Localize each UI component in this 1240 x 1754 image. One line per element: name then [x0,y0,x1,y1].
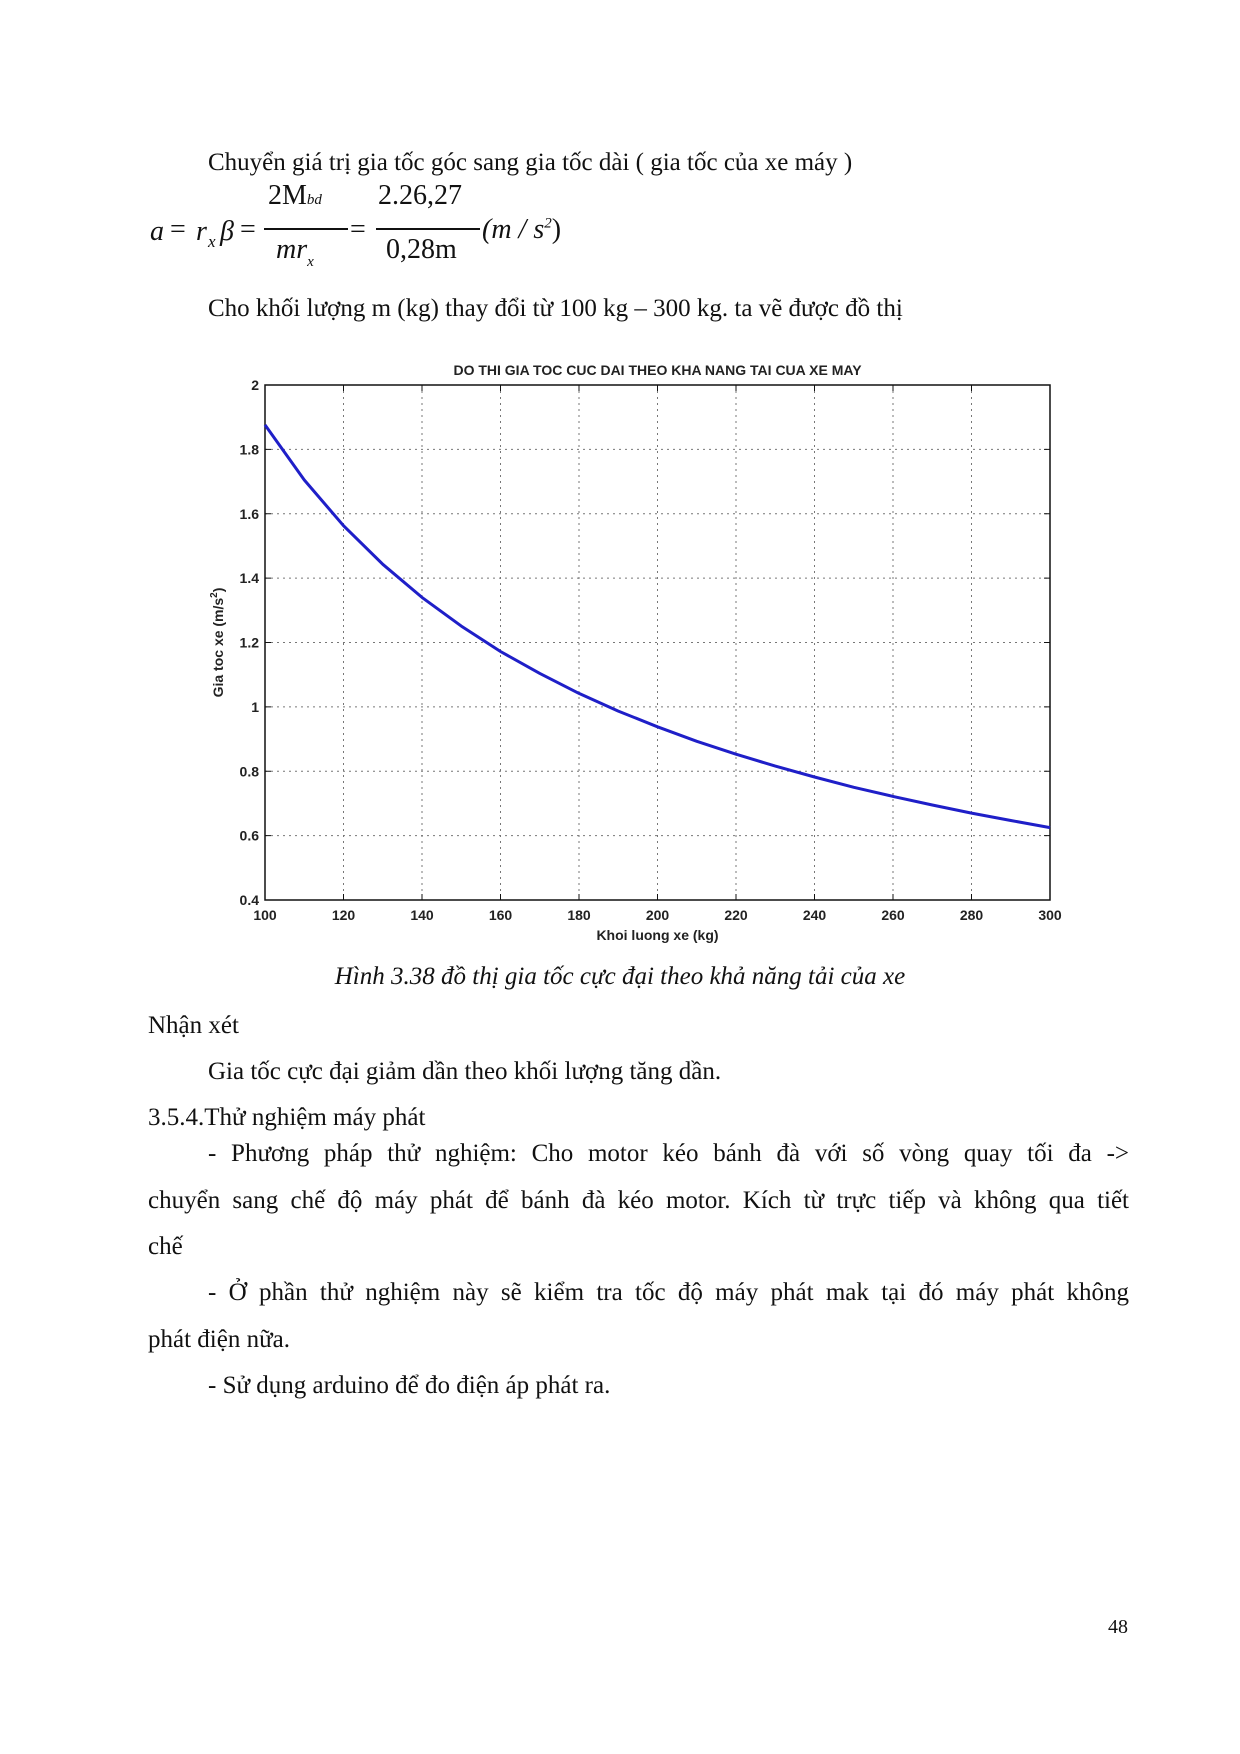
y-axis-label: Gia toc xe $(m/s^2)$ [209,587,226,698]
x-tick-label: 240 [802,907,827,923]
formula-r: r [196,216,207,247]
chart-title: DO THI GIA TOC CUC DAI THEO KHA NANG TAI CUA XE MAY [453,362,862,378]
formula-r-sub: x [208,232,216,251]
remark-heading: Nhận xét [148,1012,239,1039]
y-tick-label: 0.8 [239,763,259,780]
arduino-text: - Sử dụng arduino để đo điện áp phát ra. [208,1372,611,1399]
formula-eq-2: = [240,214,256,245]
method-line-2: chuyển sang chế độ máy phát để bánh đà kéo motor. Kích từ trực tiếp và không qua tiết [148,1187,1129,1214]
x-tick-label: 140 [410,907,434,923]
intro-text: Chuyển giá trị gia tốc góc sang gia tốc dài ( gia tốc của xe máy ) [208,149,853,176]
mass-range-text: Cho khối lượng m (kg) thay đổi từ 100 kg – 300 kg. ta vẽ được đồ thị [208,295,903,322]
x-axis-label: Khoi luong xe (kg) [596,927,719,943]
formula-bar-2 [376,228,480,230]
remark-text: Gia tốc cực đại giảm dần theo khối lượng tăng dần. [208,1058,722,1085]
test-line-2: phát điện nữa. [148,1326,290,1353]
formula-eq-3: = [350,214,366,245]
formula-num2: 2.26,27 [378,180,462,211]
acceleration-chart [205,355,1085,955]
x-tick-label: 260 [881,907,905,923]
y-tick-label: 0.6 [239,827,259,844]
method-line-1: - Phương pháp thử nghiệm: Cho motor kéo bánh đà với số vòng quay tối đa -> [208,1140,1129,1167]
y-tick-label: 2 [251,377,259,393]
method-line-3: chế [148,1233,183,1260]
y-tick-label: 1.4 [239,570,259,587]
acceleration-formula [150,180,750,288]
y-tick-label: 1.6 [239,505,259,522]
formula-den2: 0,28m [386,234,457,265]
x-tick-label: 160 [488,907,513,923]
y-tick-label: 1 [251,698,259,715]
x-tick-label: 200 [645,907,670,923]
test-line-1: - Ở phần thử nghiệm này sẽ kiểm tra tốc độ máy phát mak tại đó máy phát không [208,1279,1129,1306]
y-tick-label: 1.8 [239,441,259,458]
section-heading: 3.5.4.Thử nghiệm máy phát [148,1104,426,1131]
formula-bar-1 [264,228,348,230]
formula-beta: β [220,216,234,247]
x-tick-label: 180 [567,907,591,923]
x-tick-label: 120 [331,907,356,923]
x-tick-label: 300 [1038,907,1062,923]
formula-den1: $mr_x$ [276,234,314,270]
x-tick-label: 220 [724,907,748,923]
x-tick-label: 100 [253,907,277,923]
formula-eq-1: = [170,214,186,245]
y-tick-label: 0.4 [239,892,259,908]
y-tick-label: 1.2 [239,634,259,651]
formula-unit: $(m / s^2)$ [482,214,562,245]
formula-lhs: a [150,216,164,247]
x-tick-label: 280 [959,907,984,923]
figure-caption: Hình 3.38 đồ thị gia tốc cực đại theo khả năng tải của xe [334,963,906,990]
page-number: 48 [1108,1616,1128,1638]
formula-num1: 2Mbd [268,180,322,211]
